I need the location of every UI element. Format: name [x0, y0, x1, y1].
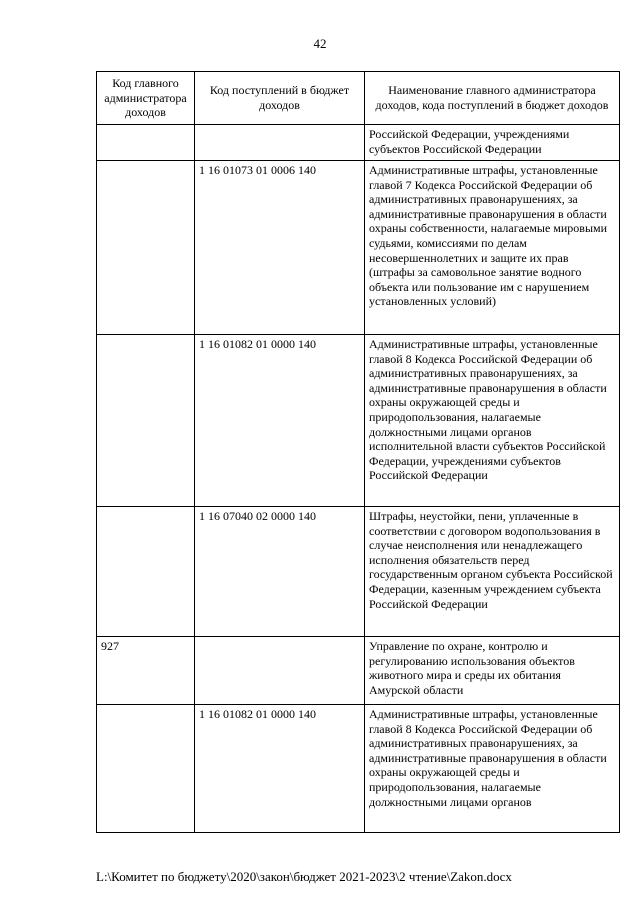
table-row [97, 637, 620, 705]
revenue-administrators-table [96, 71, 620, 833]
table-row [97, 705, 620, 833]
admin-code-cell [97, 125, 195, 161]
revenue-code-cell: 1 16 07040 02 0000 140 [195, 507, 365, 637]
revenue-code-cell [195, 125, 365, 161]
table-row [97, 507, 620, 637]
revenue-code-cell: 1 16 01082 01 0000 140 [195, 335, 365, 507]
name-cell: Административные штрафы, установленные главой 8 Кодекса Российской Федерации об административных правонарушениях, за административные правонарушения в области охраны окружающей среды и природопользования, налагаемые должностными лицами органов [365, 705, 620, 833]
name-cell: Административные штрафы, установленные главой 7 Кодекса Российской Федерации об административных правонарушениях, за административные правонарушения в области охраны собственности, налагаемые мировыми судьями, комиссиями по делам несовершеннолетних и защите их прав (штрафы за самовольное занятие водного объекта или пользование им с нарушением установленных условий) [365, 161, 620, 335]
table-header-row [97, 72, 620, 125]
file-path-footer: L:\Комитет по бюджету\2020\закон\бюджет 2021-2023\2 чтение\Zakon.docx [96, 869, 512, 884]
admin-code-cell [97, 161, 195, 335]
revenue-code-cell: 1 16 01082 01 0000 140 [195, 705, 365, 833]
revenue-code-cell [195, 637, 365, 705]
revenue-code-cell: 1 16 01073 01 0006 140 [195, 161, 365, 335]
header-revenue-code: Код поступлений в бюджет доходов [195, 72, 365, 125]
header-admin-code: Код главного администратора доходов [97, 72, 195, 125]
page-number: 42 [313, 36, 327, 51]
table-row [97, 335, 620, 507]
table-row [97, 125, 620, 161]
name-cell: Российской Федерации, учреждениями субъектов Российской Федерации [365, 125, 620, 161]
table-row [97, 161, 620, 335]
name-cell: Штрафы, неустойки, пени, уплаченные в соответствии с договором водопользования в случае неисполнения или ненадлежащего исполнения обязательств перед государственным органом субъекта Российской Федерации, казенным учреждением субъекта Российской Федерации [365, 507, 620, 637]
name-cell: Административные штрафы, установленные главой 8 Кодекса Российской Федерации об административных правонарушениях, за административные правонарушения в области охраны окружающей среды и природопользования, налагаемые должностными лицами органов исполнительной власти субъектов Российской Федерации, учреждениями субъектов Российской Федерации [365, 335, 620, 507]
name-cell: Управление по охране, контролю и регулированию использования объектов животного мира и среды их обитания Амурской области [365, 637, 620, 705]
admin-code-cell [97, 335, 195, 507]
admin-code-cell [97, 705, 195, 833]
header-name: Наименование главного администратора доходов, кода поступлений в бюджет доходов [365, 72, 620, 125]
admin-code-cell [97, 507, 195, 637]
admin-code-cell: 927 [97, 637, 195, 705]
